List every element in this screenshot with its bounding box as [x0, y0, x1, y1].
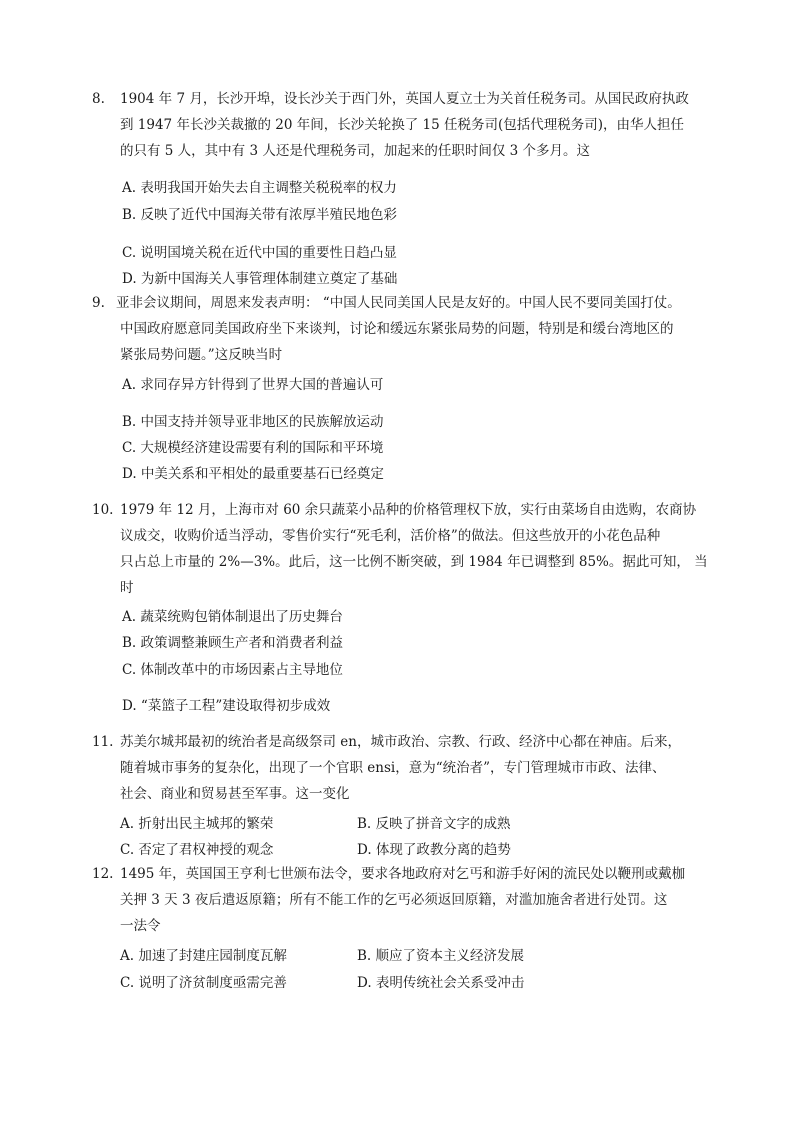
question-stem-line: 只占总上市量的 2%—3%。此后，这一比例不断突破，到 1984 年已调整到 85%。据此可知， 当: [120, 554, 708, 570]
question-stem-line: 到 1947 年长沙关裁撤的 20 年间，长沙关轮换了 15 任税务司(包括代理税务司)，由华人担任: [120, 117, 684, 133]
option-10-d[interactable]: D. “菜篮子工程”建设取得初步成效: [122, 698, 331, 714]
question-stem-line: 1904 年 7 月，长沙开埠，设长沙关于西门外，英国人夏立士为关首任税务司。从国民政府执政: [120, 91, 689, 107]
question-stem-line: 关押 3 天 3 夜后遣返原籍；所有不能工作的乞丐必须返回原籍，对滥加施舍者进行处罚。这: [120, 892, 668, 908]
question-10: [92, 497, 712, 601]
option-8-c[interactable]: C. 说明国境关税在近代中国的重要性日趋凸显: [122, 245, 397, 261]
question-12: [92, 861, 712, 939]
option-11-c[interactable]: C. 否定了君权神授的观念: [120, 842, 274, 858]
question-stem-line: 1979 年 12 月，上海市对 60 余只蔬菜小品种的价格管理权下放，实行由菜场自由选购，农商协: [120, 502, 697, 518]
option-9-d[interactable]: D. 中美关系和平相处的最重要基石已经奠定: [122, 466, 384, 482]
option-11-d[interactable]: D. 体现了政教分离的趋势: [357, 842, 511, 858]
option-9-a[interactable]: A. 求同存异方针得到了世界大国的普遍认可: [122, 377, 384, 393]
question-number: 10.: [92, 502, 114, 518]
question-number: 8.: [92, 91, 105, 107]
question-9: [92, 290, 712, 368]
option-10-a[interactable]: A. 蔬菜统购包销体制退出了历史舞台: [122, 609, 343, 625]
question-stem-line: 一法令: [120, 918, 161, 934]
question-stem-line: 1495 年，英国国王亨利七世颁布法令，要求各地政府对乞丐和游手好闲的流民处以鞭刑或戴枷: [120, 866, 686, 882]
question-stem-line: 社会、商业和贸易甚至军事。这一变化: [120, 786, 350, 802]
question-stem-line: 时: [120, 580, 134, 596]
question-stem-line: 中国政府愿意同美国政府坐下来谈判，讨论和缓远东紧张局势的问题，特别是和缓台湾地区的: [120, 321, 674, 337]
option-8-b[interactable]: B. 反映了近代中国海关带有浓厚半殖民地色彩: [122, 207, 398, 223]
option-12-b[interactable]: B. 顺应了资本主义经济发展: [357, 948, 525, 964]
question-number: 11.: [92, 734, 114, 750]
question-stem-line: 亚非会议期间，周恩来发表声明： “中国人民同美国人民是友好的。中国人民不要同美国打仗。: [116, 295, 681, 311]
question-number: 9.: [92, 295, 105, 311]
option-11-b[interactable]: B. 反映了拼音文字的成熟: [357, 816, 511, 832]
option-10-c[interactable]: C. 体制改革中的市场因素占主导地位: [122, 662, 343, 678]
option-12-c[interactable]: C. 说明了济贫制度亟需完善: [120, 975, 287, 991]
question-stem-line: 苏美尔城邦最初的统治者是高级祭司 en，城市政治、宗教、行政、经济中心都在神庙。后来，: [120, 734, 681, 750]
option-12-a[interactable]: A. 加速了封建庄园制度瓦解: [120, 948, 287, 964]
question-8: [92, 86, 712, 164]
option-9-b[interactable]: B. 中国支持并领导亚非地区的民族解放运动: [122, 414, 384, 430]
question-number: 12.: [92, 866, 114, 882]
option-9-c[interactable]: C. 大规模经济建设需要有利的国际和平环境: [122, 440, 384, 456]
question-stem-line: 的只有 5 人，其中有 3 人还是代理税务司，加起来的任职时间仅 3 个多月。这: [120, 143, 591, 159]
option-11-a[interactable]: A. 折射出民主城邦的繁荣: [120, 816, 274, 832]
option-8-d[interactable]: D. 为新中国海关人事管理体制建立奠定了基础: [122, 271, 398, 287]
option-8-a[interactable]: A. 表明我国开始失去自主调整关税税率的权力: [122, 180, 397, 196]
question-11: [92, 729, 712, 807]
question-stem-line: 随着城市事务的复杂化，出现了一个官职 ensi，意为“统治者”，专门管理城市市政、法律、: [120, 760, 666, 776]
option-12-d[interactable]: D. 表明传统社会关系受冲击: [357, 975, 525, 991]
option-10-b[interactable]: B. 政策调整兼顾生产者和消费者利益: [122, 635, 344, 651]
question-stem-line: 议成交，收购价适当浮动，零售价实行“死毛利，活价格”的做法。但这些放开的小花色品种: [120, 528, 661, 544]
question-stem-line: 紧张局势问题。”这反映当时: [120, 347, 283, 363]
